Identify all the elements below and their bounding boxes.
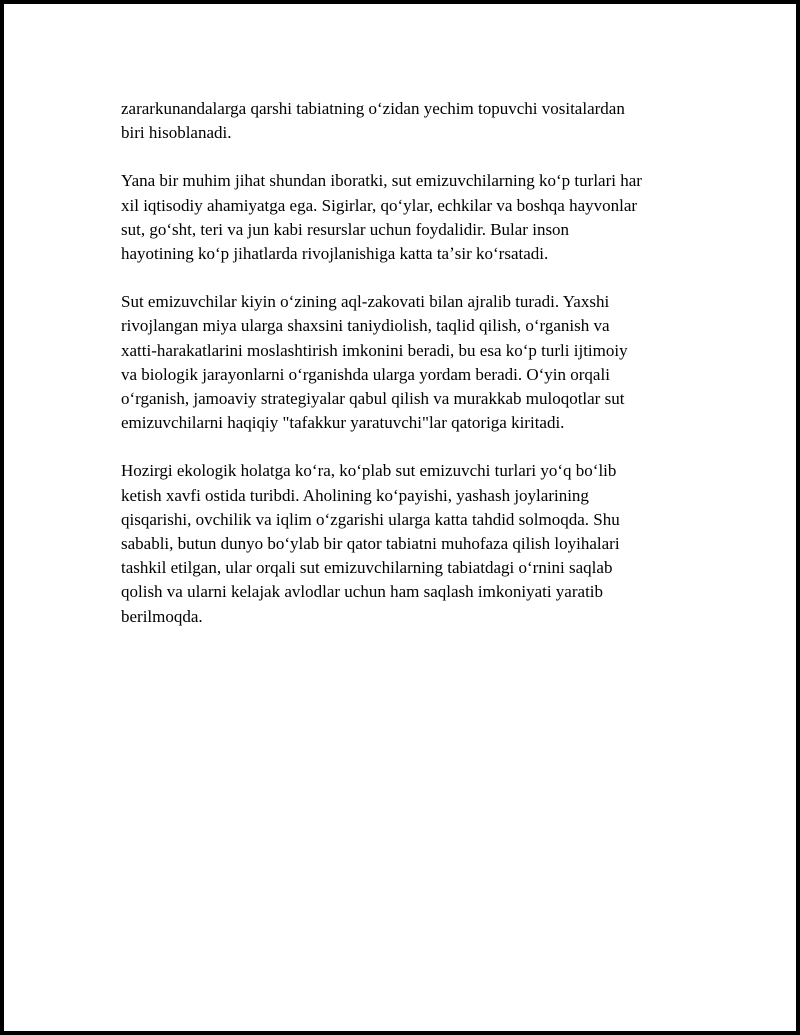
text-line: rivojlangan miya ularga shaxsini taniydiolish, taqlid qilish, oʻrganish va xyxy=(121,316,610,336)
paragraph-4 xyxy=(121,459,691,628)
text-line: sababli, butun dunyo boʻylab bir qator tabiatni muhofaza qilish loyihalari xyxy=(121,534,620,554)
text-line: ketish xavfi ostida turibdi. Aholining koʻpayishi, yashash joylarining xyxy=(121,485,589,505)
text-line: xatti-harakatlarini moslashtirish imkonini beradi, bu esa koʻp turli ijtimoiy xyxy=(121,340,628,360)
text-line: hayotining koʻp jihatlarda rivojlanishiga katta taʼsir koʻrsatadi. xyxy=(121,244,549,264)
text-line: biri hisoblanadi. xyxy=(121,123,232,143)
text-line: Sut emizuvchilar kiyin oʻzining aql-zakovati bilan ajralib turadi. Yaxshi xyxy=(121,292,610,312)
text-line: berilmoqda. xyxy=(121,606,203,626)
text-line: emizuvchilarni haqiqiy "tafakkur yaratuvchi"lar qatoriga kiritadi. xyxy=(121,413,565,433)
text-line: zararkunandalarga qarshi tabiatning oʻzidan yechim topuvchi vositalardan xyxy=(121,99,625,118)
text-line: oʻrganish, jamoaviy strategiyalar qabul qilish va murakkab muloqotlar sut xyxy=(121,389,625,409)
text-line: Hozirgi ekologik holatga koʻra, koʻplab sut emizuvchi turlari yoʻq boʻlib xyxy=(121,461,617,481)
text-line: qolish va ularni kelajak avlodlar uchun ham saqlash imkoniyati yaratib xyxy=(121,582,604,602)
text-line: qisqarishi, ovchilik va iqlim oʻzgarishi ularga katta tahdid solmoqda. Shu xyxy=(121,509,620,529)
text-line: tashkil etilgan, ular orqali sut emizuvchilarning tabiatdagi oʻrnini saqlab xyxy=(121,558,613,578)
text-line: Yana bir muhim jihat shundan iboratki, sut emizuvchilarning koʻp turlari har xyxy=(121,171,642,191)
text-line: xil iqtisodiy ahamiyatga ega. Sigirlar, qoʻylar, echkilar va boshqa hayvonlar xyxy=(121,195,638,215)
paragraph-3 xyxy=(121,290,691,435)
text-line: va biologik jarayonlarni oʻrganishda ularga yordam beradi. Oʻyin orqali xyxy=(121,364,610,384)
text-line: sut, goʻsht, teri va jun kabi resurslar uchun foydalidir. Bular inson xyxy=(121,219,570,239)
paragraph-1 xyxy=(121,97,691,145)
paragraph-2 xyxy=(121,169,691,266)
document-body xyxy=(121,97,691,653)
